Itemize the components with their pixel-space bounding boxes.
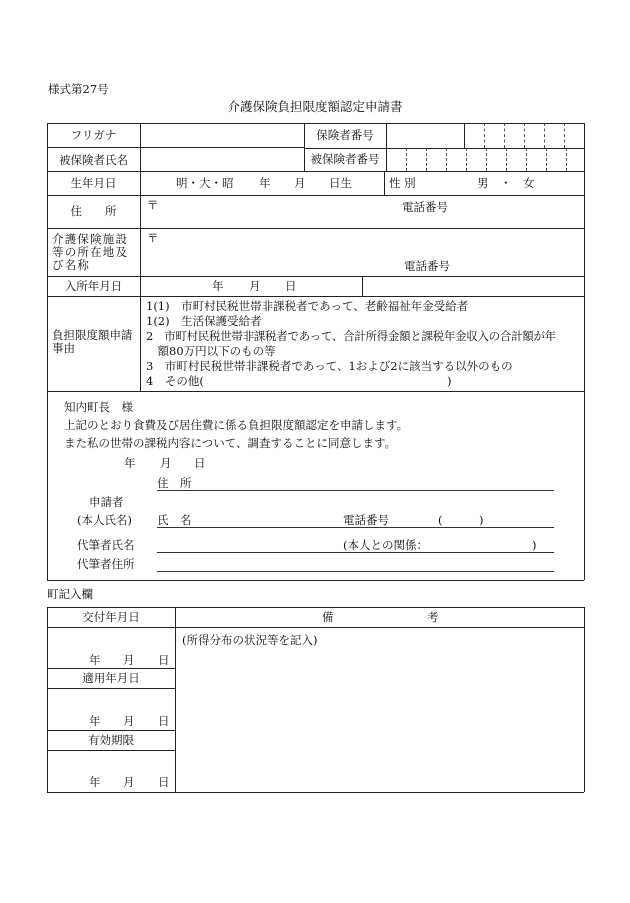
issue-date-label: 交付年月日 [82,610,140,624]
form-number: 様式第27号 [48,82,109,96]
validity-year-unit: 年 [89,775,101,789]
reason-option-4[interactable]: 4 その他( [146,374,204,388]
birth-era-options[interactable]: 明・大・昭 [176,176,234,190]
reason-option-1-1[interactable]: 1(1) 市町村民税世帯非課税者であって、老齢福祉年金受給者 [146,299,469,313]
self-name-label: (本人氏名) [77,513,132,527]
admission-year-unit: 年 [212,279,224,293]
applicant-address-label: 住 所 [157,476,192,490]
application-month-unit: 月 [160,456,172,470]
validity-label: 有効期限 [88,733,134,747]
insured-number-label: 被保険者番号 [310,152,380,166]
apply-day-unit: 日 [158,714,170,728]
apply-month-unit: 月 [123,714,135,728]
apply-year-unit: 年 [89,714,101,728]
remarks-note: (所得分布の状況等を記入) [182,633,318,647]
admission-month-unit: 月 [249,279,261,293]
reason-option-4-close: ) [447,374,452,388]
proxy-name-label: 代筆者氏名 [77,538,135,552]
facility-postal-mark: 〒 [147,231,159,245]
gender-separator: ・ [500,176,512,190]
issue-month-unit: 月 [123,653,135,667]
remarks-label-2: 考 [427,610,439,624]
validity-day-unit: 日 [158,775,170,789]
form-title: 介護保険負担限度額認定申請書 [227,99,403,114]
furigana-field[interactable] [142,125,302,146]
relation-close: ) [532,538,537,552]
birth-day-unit: 日生 [329,176,352,190]
issue-day-unit: 日 [158,653,170,667]
reason-option-2[interactable]: 2 市町村民税世帯非課税者であって、合計所得金額と課税年金収入の合計額が年 [146,329,556,343]
address-field[interactable] [160,197,580,226]
insured-name-field[interactable] [142,149,302,170]
reason-label-line1: 負担限度額申請 [52,328,133,342]
birth-year-unit: 年 [259,176,271,190]
relation-label: (本人との関係： [343,538,428,552]
reason-label-line2: 事由 [52,341,75,355]
applicant-name-line[interactable] [157,527,554,528]
reason-option-3[interactable]: 3 市町村民税世帯非課税者であって、1および2に該当する以外のもの [146,359,513,373]
facility-field[interactable] [160,230,580,274]
apply-date-label: 適用年月日 [82,671,140,685]
gender-female-option[interactable]: 女 [523,176,535,190]
insurer-number-field[interactable] [387,124,583,147]
address-label: 住 所 [70,204,117,218]
addressee: 知内町長 様 [64,400,133,414]
admission-date-label: 入所年月日 [64,279,123,293]
insurer-number-label: 保険者番号 [316,128,374,142]
validity-month-unit: 月 [123,775,135,789]
facility-label-line2: 等の所在地及 [52,245,129,259]
applicant-phone-label: 電話番号 [343,513,389,527]
remarks-field[interactable] [180,650,580,788]
application-year-unit: 年 [124,456,136,470]
applicant-phone-close: ) [479,513,484,527]
address-phone-label: 電話番号 [402,200,448,214]
gender-male-option[interactable]: 男 [477,176,489,190]
insured-name-label: 被保険者氏名 [59,153,128,167]
applicant-phone-open: ( [438,513,443,527]
proxy-address-line[interactable] [157,571,554,572]
reason-option-2-cont: 額80万円以下のもの等 [146,344,276,358]
statement-line2: また私の世帯の課税内容について、調査することに同意します。 [64,436,397,450]
facility-label-line1: 介護保険施設 [52,232,129,246]
applicant-address-line[interactable] [157,490,554,491]
statement-line1: 上記のとおり食費及び居住費に係る負担限度額認定を申請します。 [64,418,409,432]
applicant-name-label: 氏 名 [157,513,192,527]
facility-label-line3: び名称 [52,258,91,272]
gender-label: 性 別 [389,176,416,190]
reason-option-1-2[interactable]: 1(2) 生活保護受給者 [146,314,262,328]
facility-phone-label: 電話番号 [404,259,450,273]
applicant-label: 申請者 [89,495,124,509]
insured-number-field[interactable] [387,149,583,170]
issue-year-unit: 年 [89,653,101,667]
address-postal-mark: 〒 [147,198,159,212]
birth-month-unit: 月 [294,176,306,190]
remarks-label-1: 備 [322,610,334,624]
birth-date-label: 生年月日 [70,176,117,190]
furigana-label: フリガナ [70,128,117,142]
proxy-address-label: 代筆者住所 [77,557,135,571]
application-day-unit: 日 [194,456,206,470]
proxy-name-line[interactable] [157,552,554,553]
town-section-heading: 町記入欄 [47,587,93,601]
admission-day-unit: 日 [285,279,297,293]
